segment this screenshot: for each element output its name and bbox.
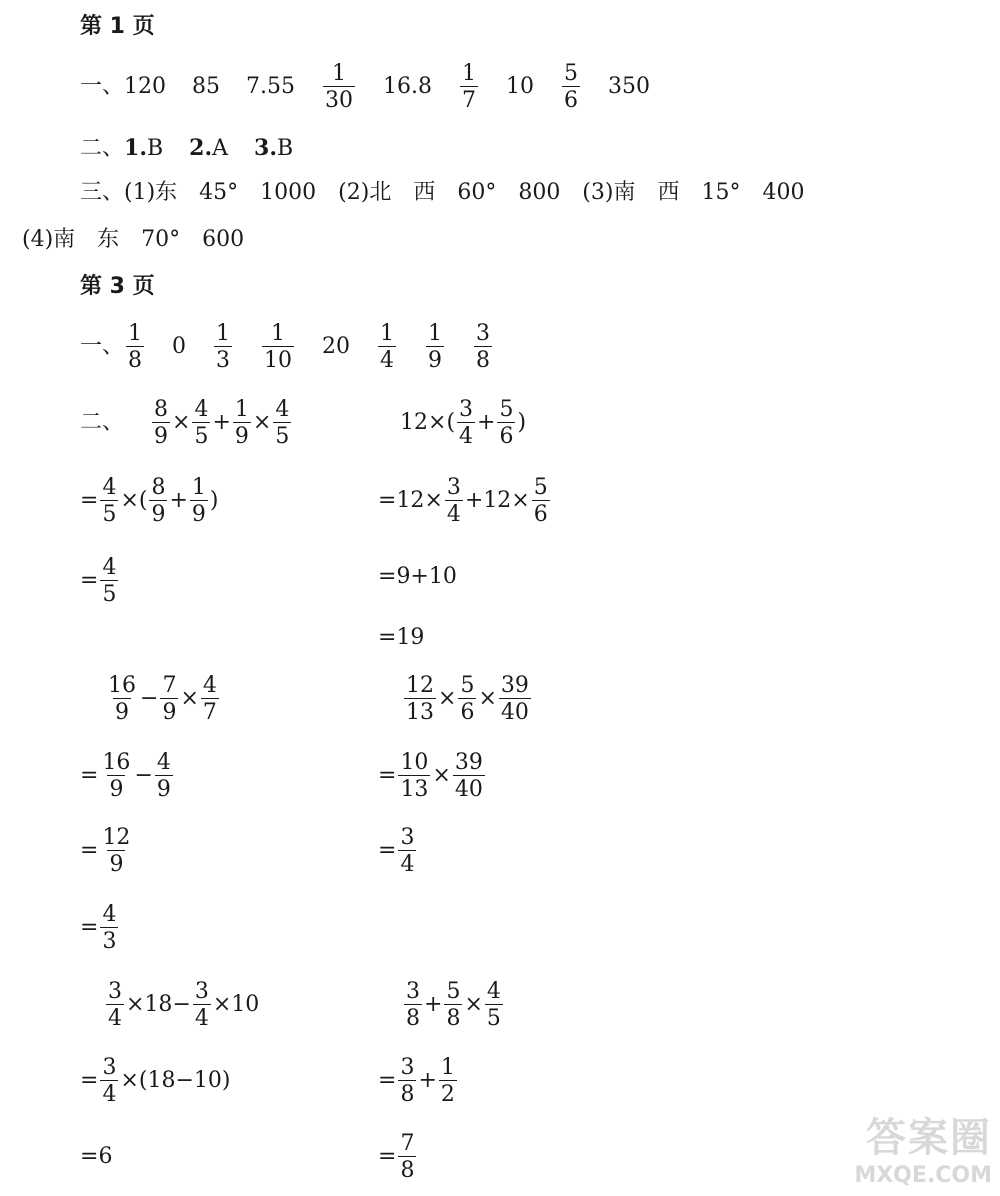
p1-q1: 一、120 85 7.55 $\frac{1}{30}$ 16.8 $\frac{1}{7}$ 10 $\frac{5}{6}$ 350 <box>80 61 650 114</box>
p3-q2-expr6-result: = $\frac{7}{8}$ <box>378 1131 415 1184</box>
fraction: $\frac{5}{6}$ <box>563 61 578 114</box>
p3-q2-expr5-result: =6 <box>80 1144 113 1169</box>
p3-q2-expr2-step1: =12× $\frac{3}{4}$ +12× $\frac{5}{6}$ <box>378 475 548 528</box>
p3-q2-expr2: 12×( $\frac{3}{4}$ + $\frac{5}{6}$ ) <box>400 397 527 450</box>
p3-q2-expr5: $\frac{3}{4}$ ×18− $\frac{3}{4}$ ×10 <box>108 979 260 1032</box>
fraction: $\frac{1}{30}$ <box>325 61 353 114</box>
p1-q2: 二、1.B 2.A 3.B <box>80 135 294 161</box>
p1-q3-line2: (4)南 东 70° 600 <box>22 227 245 252</box>
p3-q2-expr3-step1: = $\frac{16}{9}$ − $\frac{4}{9}$ <box>80 750 171 803</box>
fraction: $\frac{1}{7}$ <box>461 61 476 114</box>
watermark-logo: 答案圈 MXQE.COM <box>854 1115 992 1188</box>
p3-q2-expr1: 二、 $\frac{8}{9}$ × $\frac{4}{5}$ + $\frac{1}{9}$ × $\frac{4}{5}$ <box>80 397 290 450</box>
p3-q2-expr6-step1: = $\frac{3}{8}$ + $\frac{1}{2}$ <box>378 1055 455 1108</box>
p3-q2-expr3: $\frac{16}{9}$ − $\frac{7}{9}$ × $\frac{4}{7}$ <box>108 673 217 726</box>
p3-q2-expr6: $\frac{3}{8}$ + $\frac{5}{8}$ × $\frac{4}{5}$ <box>406 979 501 1032</box>
p3-q2-expr5-step1: = $\frac{3}{4}$ ×(18−10) <box>80 1055 231 1108</box>
p3-q2-expr1-step1: = $\frac{4}{5}$ ×( $\frac{8}{9}$ + $\frac{1}{9}$ ) <box>80 475 219 528</box>
p3-q2-expr1-result: = $\frac{4}{5}$ <box>80 555 117 608</box>
p3-q2-expr3-result: = $\frac{4}{3}$ <box>80 902 117 955</box>
p3-q2-expr2-result: =19 <box>378 625 425 650</box>
page1-heading: 第 1 页 <box>80 14 155 39</box>
page3-heading: 第 3 页 <box>80 274 155 299</box>
p1-q3-line1: 三、(1)东 45° 1000 (2)北 西 60° 800 (3)南 西 15° 400 <box>80 180 805 205</box>
p3-q2-expr2-step2: =9+10 <box>378 564 457 589</box>
p3-q1: 一、 $\frac{1}{8}$ 0 $\frac{1}{3}$ $\frac{1}{10}$ 20 $\frac{1}{4}$ $\frac{1}{9}$ $\frac{3}{8}$ <box>80 321 491 374</box>
p3-q2-expr4: $\frac{12}{13}$ × $\frac{5}{6}$ × $\frac{39}{40}$ <box>406 673 529 726</box>
p3-q2-expr4-step1: = $\frac{10}{13}$ × $\frac{39}{40}$ <box>378 750 483 803</box>
p3-q2-expr3-step2: = $\frac{12}{9}$ <box>80 825 131 878</box>
p3-q2-expr4-result: = $\frac{3}{4}$ <box>378 825 415 878</box>
